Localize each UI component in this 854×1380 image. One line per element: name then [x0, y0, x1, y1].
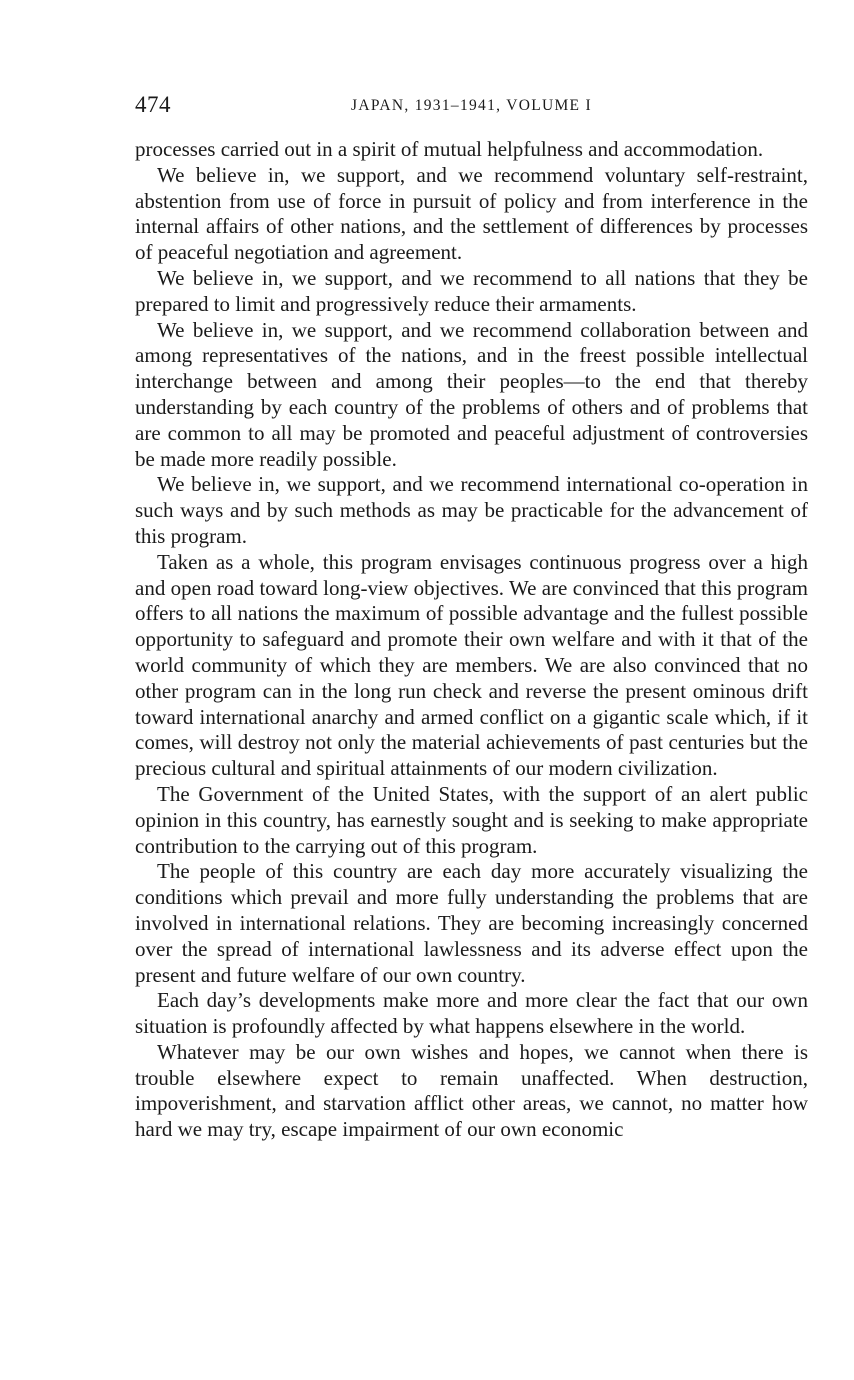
paragraph: The Government of the United States, with the support of an alert public opinion in this country, has earnestly sought and is seeking to make appropriate contribution to the carrying out of this program. [135, 781, 808, 858]
paragraph: Each day’s developments make more and more clear the fact that our own situation is profoundly affected by what happens elsewhere in the world. [135, 988, 808, 1039]
paragraph: Taken as a whole, this program envisages continuous progress over a high and open road toward long-view objectives. We are convinced that this program offers to all nations the maximum of possible advantage and the fullest possible opportunity to safeguard and promote their own welfare and with it that of the world community of which they are members. We are also convinced that no other program can in the long run check and reverse the present ominous drift toward international anarchy and armed conflict on a gigantic scale which, if it comes, will destroy not only the material achievements of past centuries but the precious cultural and spiritual attainments of our modern civilization. [135, 549, 808, 781]
paragraph: We believe in, we support, and we recommend international co-operation in such ways and by such methods as may be practicable for the advancement of this program. [135, 472, 808, 548]
paragraph: We believe in, we support, and we recommend to all nations that they be prepared to limit and progressively reduce their armaments. [135, 265, 808, 316]
page-number: 474 [135, 92, 171, 117]
paragraph: processes carried out in a spirit of mutual helpfulness and accommodation. [135, 137, 764, 161]
page-header [135, 92, 808, 122]
paragraph: The people of this country are each day more accurately visualizing the conditions which prevail and more fully understanding the problems that are involved in international relations. They are becoming increasingly concerned over the spread of international lawlessness and its adverse effect upon the present and future welfare of our own country. [135, 859, 808, 987]
body-text [135, 137, 808, 1143]
running-head: JAPAN, 1931–1941, VOLUME I [351, 97, 592, 114]
paragraph: We believe in, we support, and we recommend voluntary self-restraint, abstention from use of force in pursuit of policy and from interference in the internal affairs of other nations, and the settlement of differences by processes of peaceful negotiation and agreement. [135, 162, 808, 265]
paragraph: Whatever may be our own wishes and hopes, we cannot when there is trouble elsewhere expect to remain unaffected. When destruction, impoverishment, and starvation afflict other areas, we cannot, no matter how hard we may try, escape impairment of our own economic [135, 1039, 808, 1142]
paragraph: We believe in, we support, and we recommend collaboration between and among representatives of the nations, and in the freest possible intellectual interchange between and among their peoples—to the end that thereby understanding by each country of the problems of others and of problems that are common to all may be promoted and peaceful adjustment of controversies be made more readily possible. [135, 317, 808, 471]
